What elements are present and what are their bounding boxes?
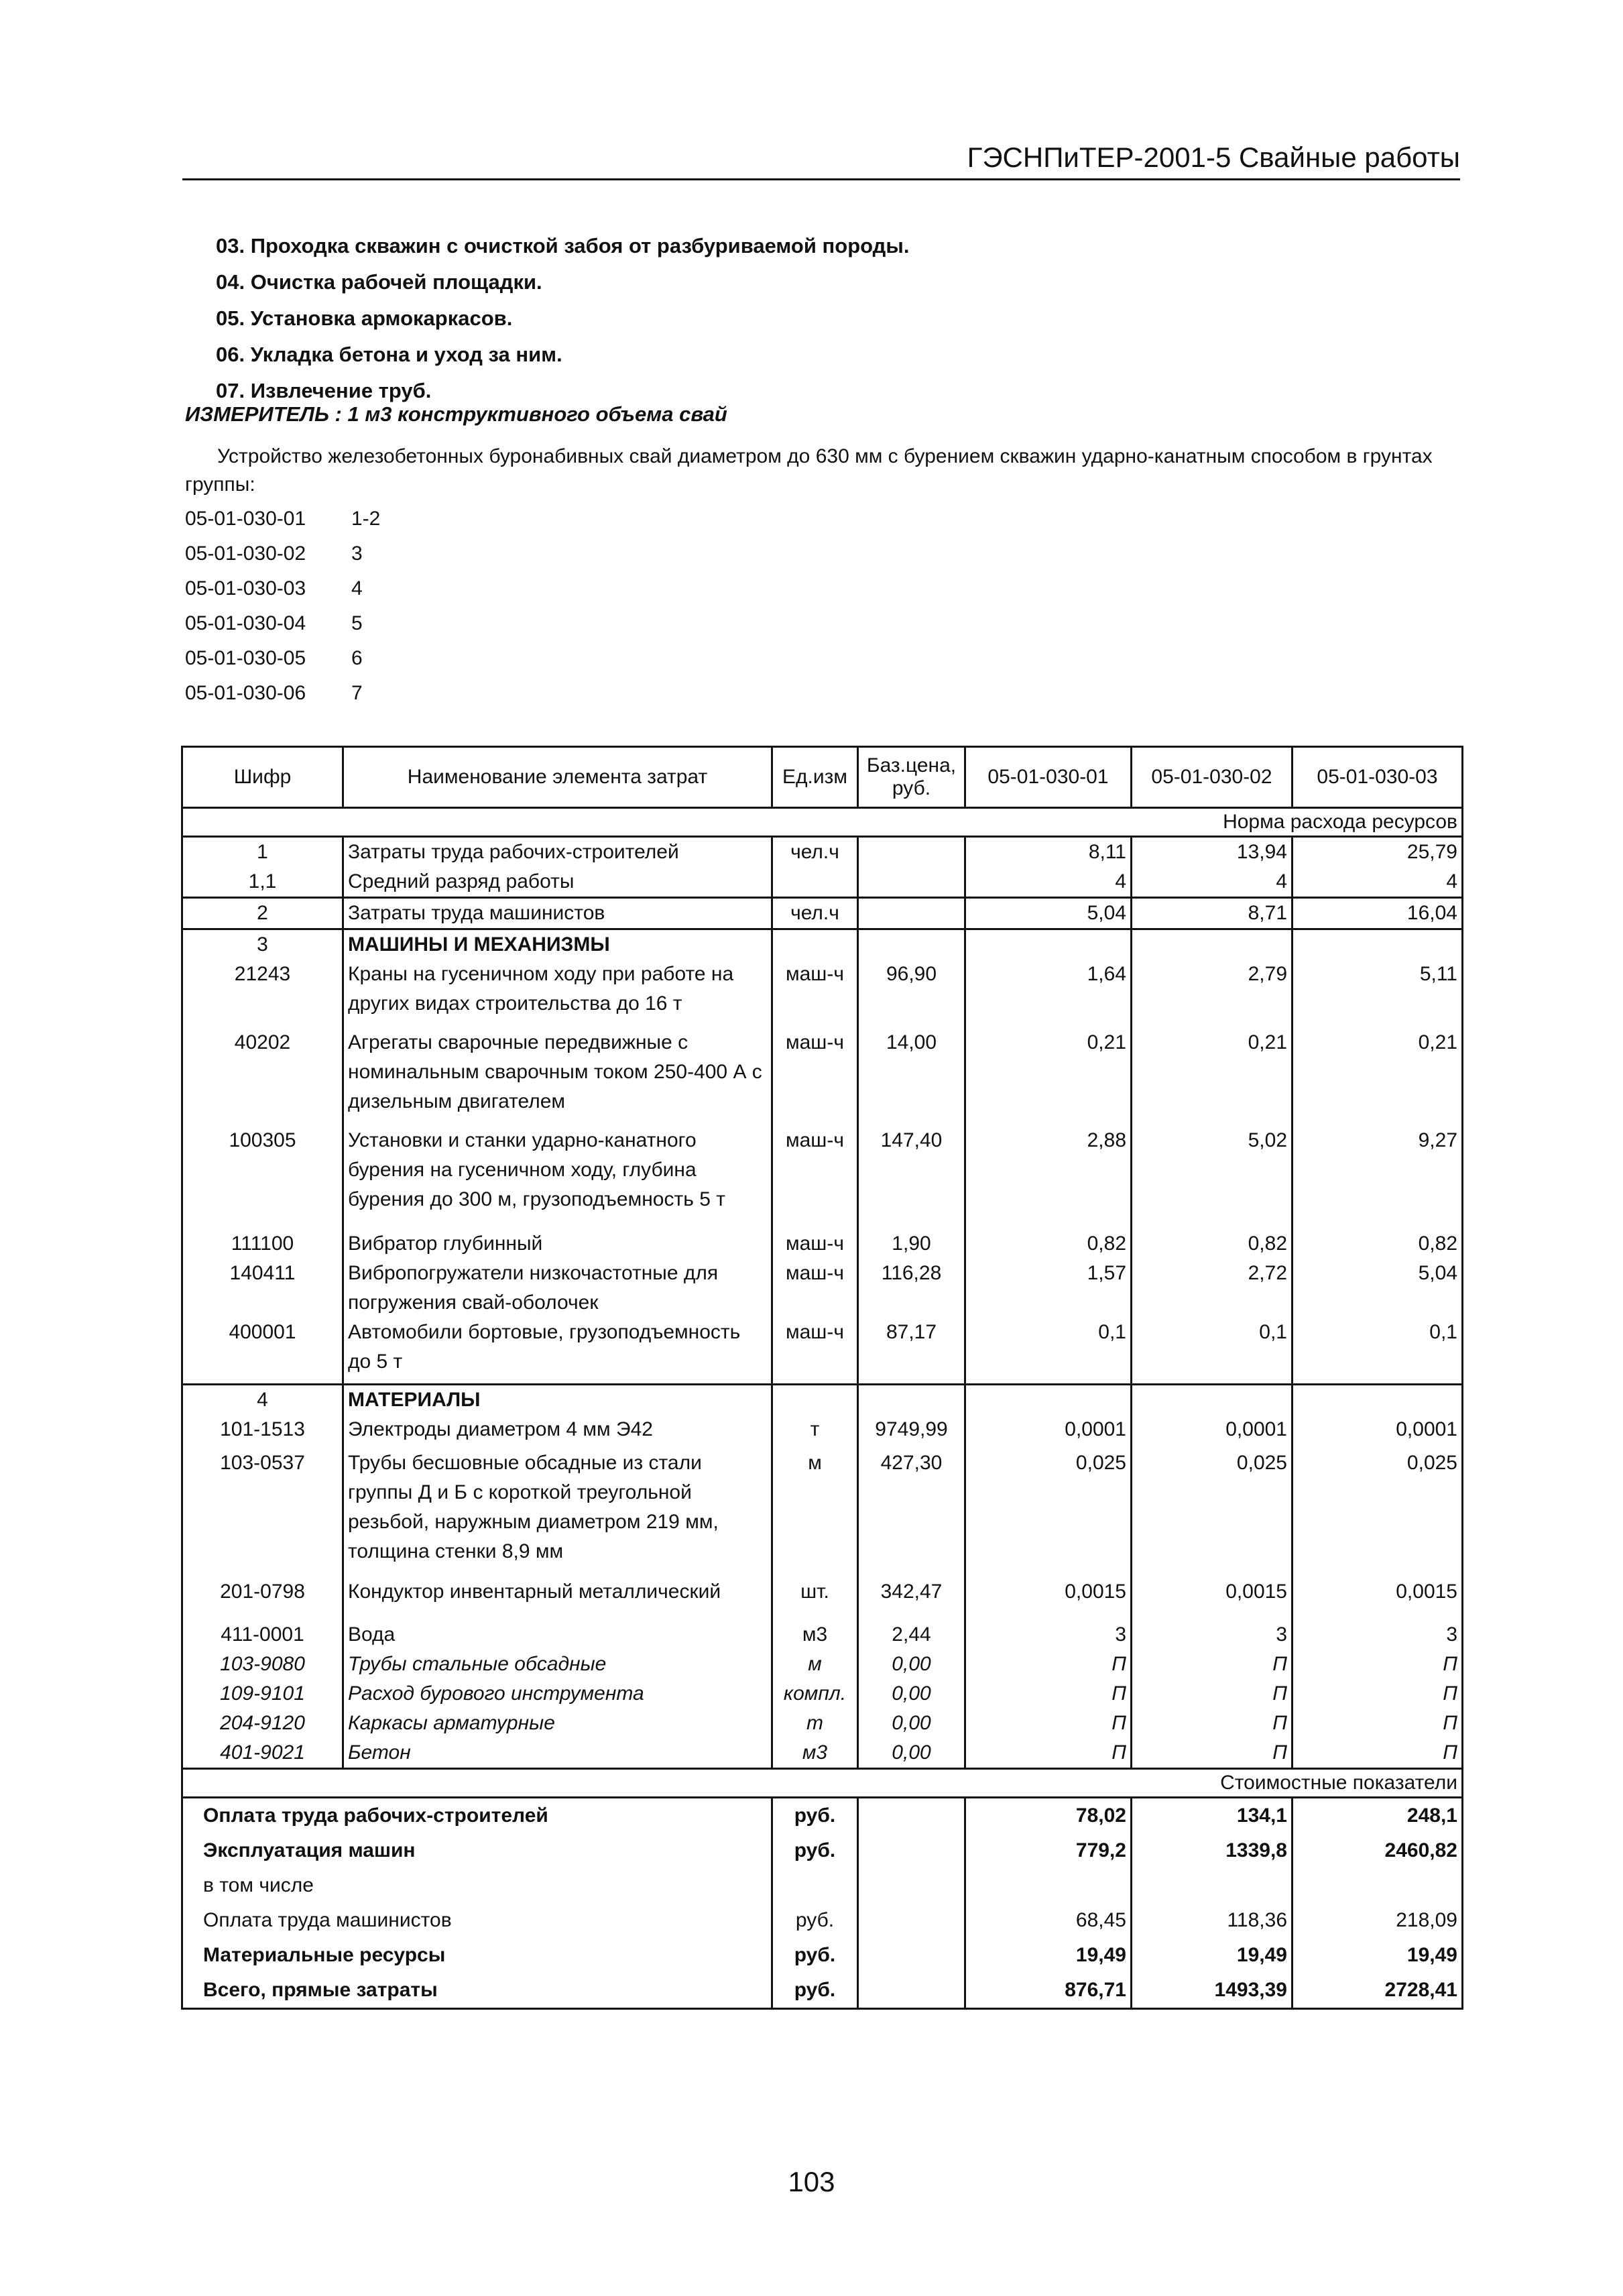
- row-value-2: 5,02: [1132, 1126, 1293, 1229]
- cost-unit: руб.: [772, 1938, 858, 1973]
- row-value-2: 2,79: [1132, 960, 1293, 1028]
- cost-label: Оплата труда машинистов: [182, 1903, 772, 1938]
- row-value-1: 1,64: [965, 960, 1132, 1028]
- row-code: 100305: [182, 1126, 343, 1229]
- cost-label: Материальные ресурсы: [182, 1938, 772, 1973]
- row-price: [858, 898, 965, 929]
- row-value-2: 0,0015: [1132, 1577, 1293, 1620]
- cost-unit: руб.: [772, 1973, 858, 2009]
- table-row: [182, 1650, 1463, 1679]
- row-code: 111100: [182, 1229, 343, 1259]
- cost-row: [182, 1833, 1463, 1868]
- cost-label: Оплата труда рабочих-строителей: [182, 1798, 772, 1834]
- table-row: [182, 960, 1463, 1028]
- row-code: 1: [182, 837, 343, 868]
- cost-value-2: 118,36: [1132, 1903, 1293, 1938]
- header-name: Наименование элемента затрат: [343, 747, 772, 808]
- description: Устройство железобетонных буронабивных свай диаметром до 630 мм с бурением скважин ударно-канатным способом в грунтах группы:: [185, 445, 1433, 496]
- row-value-2: 0,21: [1132, 1028, 1293, 1126]
- row-value-3: П: [1293, 1679, 1463, 1709]
- row-value-3: П: [1293, 1738, 1463, 1769]
- row-unit: [772, 867, 858, 898]
- row-unit: маш-ч: [772, 1126, 858, 1229]
- row-code: 21243: [182, 960, 343, 1028]
- table-row: [182, 1229, 1463, 1259]
- cost-value-2: 19,49: [1132, 1938, 1293, 1973]
- cost-value-3: 2728,41: [1293, 1973, 1463, 2009]
- code: 05-01-030-03: [185, 577, 306, 599]
- cost-value-2: 1339,8: [1132, 1833, 1293, 1868]
- table-row: [182, 1415, 1463, 1448]
- row-unit: маш-ч: [772, 1318, 858, 1385]
- row-value-3: 4: [1293, 867, 1463, 898]
- cost-value-1: 876,71: [965, 1973, 1132, 2009]
- operation-item: 04. Очистка рабочей площадки.: [216, 270, 542, 294]
- row-unit: маш-ч: [772, 1229, 858, 1259]
- row-name: Средний разряд работы: [343, 867, 772, 898]
- row-value-1: 2,88: [965, 1126, 1132, 1229]
- row-value-3: 5,04: [1293, 1259, 1463, 1318]
- soil-group: 3: [351, 542, 363, 565]
- row-value-1: 8,11: [965, 837, 1132, 868]
- row-name: Электроды диаметром 4 мм Э42: [343, 1415, 772, 1448]
- row-value-1: 1,57: [965, 1259, 1132, 1318]
- row-value-2: [1132, 1385, 1293, 1416]
- cost-value-1: [965, 1868, 1132, 1903]
- row-value-3: 5,11: [1293, 960, 1463, 1028]
- resource-table: [181, 746, 1463, 2010]
- row-name: Трубы бесшовные обсадные из стали группы Д и Б с короткой треугольной резьбой, наружным диаметром 219 мм, толщина стенки 8,9 мм: [343, 1448, 772, 1577]
- row-code: 3: [182, 929, 343, 960]
- row-unit: м: [772, 1448, 858, 1577]
- cost-label: Эксплуатация машин: [182, 1833, 772, 1868]
- running-header: ГЭСНПиТЕР-2001-5 Свайные работы: [182, 137, 1460, 180]
- row-code: 103-0537: [182, 1448, 343, 1577]
- code: 05-01-030-05: [185, 647, 306, 669]
- table-row: [182, 1577, 1463, 1620]
- row-value-2: П: [1132, 1709, 1293, 1738]
- table-row: [182, 1620, 1463, 1650]
- row-value-2: П: [1132, 1679, 1293, 1709]
- row-name: Затраты труда рабочих-строителей: [343, 837, 772, 868]
- row-price: [858, 1385, 965, 1416]
- cost-price-empty: [858, 1798, 965, 1834]
- row-value-2: 0,025: [1132, 1448, 1293, 1577]
- row-name: Краны на гусеничном ходу при работе на других видах строительства до 16 т: [343, 960, 772, 1028]
- table-row: [182, 1028, 1463, 1126]
- row-name: МАШИНЫ И МЕХАНИЗМЫ: [343, 929, 772, 960]
- row-code: 411-0001: [182, 1620, 343, 1650]
- row-value-2: 13,94: [1132, 837, 1293, 868]
- row-value-1: 0,0015: [965, 1577, 1132, 1620]
- cost-unit: руб.: [772, 1798, 858, 1834]
- header-price: Баз.цена, руб.: [858, 747, 965, 808]
- row-unit: м3: [772, 1738, 858, 1769]
- row-unit: м: [772, 1650, 858, 1679]
- row-name: Затраты труда машинистов: [343, 898, 772, 929]
- row-code: 1,1: [182, 867, 343, 898]
- cost-value-3: [1293, 1868, 1463, 1903]
- row-price: 0,00: [858, 1738, 965, 1769]
- code-list: [185, 502, 380, 711]
- page-number: 103: [788, 2166, 835, 2197]
- table-row: [182, 1448, 1463, 1577]
- row-price: 96,90: [858, 960, 965, 1028]
- cost-value-2: [1132, 1868, 1293, 1903]
- row-code: 4: [182, 1385, 343, 1416]
- cost-price-empty: [858, 1938, 965, 1973]
- cost-value-3: 248,1: [1293, 1798, 1463, 1834]
- row-value-3: 0,0001: [1293, 1415, 1463, 1448]
- row-unit: маш-ч: [772, 1028, 858, 1126]
- code-row: [185, 606, 380, 641]
- row-value-2: 2,72: [1132, 1259, 1293, 1318]
- code: 05-01-030-06: [185, 682, 306, 704]
- row-value-2: 8,71: [1132, 898, 1293, 929]
- table-row: [182, 1318, 1463, 1385]
- row-value-3: 3: [1293, 1620, 1463, 1650]
- row-name: Автомобили бортовые, грузоподъемность до 5 т: [343, 1318, 772, 1385]
- row-value-2: 0,0001: [1132, 1415, 1293, 1448]
- soil-group: 1-2: [351, 508, 381, 530]
- code-row: [185, 502, 380, 536]
- soil-group: 5: [351, 612, 363, 634]
- row-value-3: [1293, 929, 1463, 960]
- table-row: [182, 1385, 1463, 1416]
- cost-label: в том числе: [182, 1868, 772, 1903]
- row-value-1: П: [965, 1650, 1132, 1679]
- row-price: 1,90: [858, 1229, 965, 1259]
- table-row: [182, 867, 1463, 898]
- cost-banner: Стоимостные показатели: [182, 1769, 1463, 1798]
- row-value-3: П: [1293, 1650, 1463, 1679]
- row-unit: чел.ч: [772, 837, 858, 868]
- row-value-2: 0,1: [1132, 1318, 1293, 1385]
- row-name: Вода: [343, 1620, 772, 1650]
- row-price: [858, 837, 965, 868]
- cost-price-empty: [858, 1973, 965, 2009]
- row-value-1: 3: [965, 1620, 1132, 1650]
- row-code: 401-9021: [182, 1738, 343, 1769]
- row-name: Вибропогружатели низкочастотные для погружения свай-оболочек: [343, 1259, 772, 1318]
- row-price: 116,28: [858, 1259, 965, 1318]
- row-value-1: П: [965, 1738, 1132, 1769]
- row-price: [858, 867, 965, 898]
- measure-unit: ИЗМЕРИТЕЛЬ : 1 м3 конструктивного объема свай: [185, 402, 727, 426]
- row-name: Агрегаты сварочные передвижные с номинальным сварочным током 250-400 А с дизельным двигателем: [343, 1028, 772, 1126]
- row-unit: маш-ч: [772, 960, 858, 1028]
- operation-item: 06. Укладка бетона и уход за ним.: [216, 343, 562, 366]
- row-code: 103-9080: [182, 1650, 343, 1679]
- cost-value-1: 78,02: [965, 1798, 1132, 1834]
- row-name: Установки и станки ударно-канатного бурения на гусеничном ходу, глубина бурения до 300 м, грузоподъемность 5 т: [343, 1126, 772, 1229]
- row-unit: маш-ч: [772, 1259, 858, 1318]
- row-value-3: 16,04: [1293, 898, 1463, 929]
- row-code: 140411: [182, 1259, 343, 1318]
- row-code: 204-9120: [182, 1709, 343, 1738]
- row-unit: шт.: [772, 1577, 858, 1620]
- cost-value-2: 134,1: [1132, 1798, 1293, 1834]
- row-value-3: 0,82: [1293, 1229, 1463, 1259]
- table-row: [182, 1709, 1463, 1738]
- row-unit: м3: [772, 1620, 858, 1650]
- code: 05-01-030-01: [185, 508, 306, 530]
- row-name: Трубы стальные обсадные: [343, 1650, 772, 1679]
- cost-value-3: 218,09: [1293, 1903, 1463, 1938]
- cost-value-2: 1493,39: [1132, 1973, 1293, 2009]
- row-code: 2: [182, 898, 343, 929]
- code-row: [185, 676, 380, 711]
- row-value-3: 0,21: [1293, 1028, 1463, 1126]
- row-price: 342,47: [858, 1577, 965, 1620]
- row-unit: чел.ч: [772, 898, 858, 929]
- row-value-2: 3: [1132, 1620, 1293, 1650]
- row-value-2: П: [1132, 1650, 1293, 1679]
- table-row: [182, 1679, 1463, 1709]
- row-price: 87,17: [858, 1318, 965, 1385]
- row-unit: [772, 929, 858, 960]
- soil-group: 4: [351, 577, 363, 599]
- norm-banner: Норма расхода ресурсов: [182, 808, 1463, 837]
- row-code: 40202: [182, 1028, 343, 1126]
- row-value-3: 25,79: [1293, 837, 1463, 868]
- cost-row: [182, 1938, 1463, 1973]
- table-row: [182, 898, 1463, 929]
- row-price: 2,44: [858, 1620, 965, 1650]
- row-price: 0,00: [858, 1650, 965, 1679]
- row-value-1: 0,21: [965, 1028, 1132, 1126]
- row-value-2: [1132, 929, 1293, 960]
- row-unit: компл.: [772, 1679, 858, 1709]
- cost-value-1: 779,2: [965, 1833, 1132, 1868]
- row-price: 427,30: [858, 1448, 965, 1577]
- row-price: [858, 929, 965, 960]
- table-row: [182, 1738, 1463, 1769]
- cost-unit: [772, 1868, 858, 1903]
- row-value-3: 0,0015: [1293, 1577, 1463, 1620]
- row-value-1: 0,0001: [965, 1415, 1132, 1448]
- row-unit: [772, 1385, 858, 1416]
- row-value-1: [965, 929, 1132, 960]
- row-value-3: 9,27: [1293, 1126, 1463, 1229]
- row-code: 101-1513: [182, 1415, 343, 1448]
- row-value-1: 0,1: [965, 1318, 1132, 1385]
- row-name: Вибратор глубинный: [343, 1229, 772, 1259]
- table-row: [182, 837, 1463, 868]
- operation-item: 07. Извлечение труб.: [216, 379, 432, 402]
- cost-value-1: 19,49: [965, 1938, 1132, 1973]
- row-code: 201-0798: [182, 1577, 343, 1620]
- row-price: 14,00: [858, 1028, 965, 1126]
- row-price: 0,00: [858, 1709, 965, 1738]
- table-row: [182, 1126, 1463, 1229]
- cost-price-empty: [858, 1903, 965, 1938]
- code-row: [185, 571, 380, 606]
- row-value-1: П: [965, 1679, 1132, 1709]
- table-row: [182, 1259, 1463, 1318]
- row-price: 9749,99: [858, 1415, 965, 1448]
- row-value-2: 4: [1132, 867, 1293, 898]
- operations-list: [216, 228, 909, 409]
- row-value-2: П: [1132, 1738, 1293, 1769]
- row-unit: т: [772, 1415, 858, 1448]
- row-value-2: 0,82: [1132, 1229, 1293, 1259]
- code-row: [185, 641, 380, 676]
- header-col-1: 05-01-030-01: [965, 747, 1132, 808]
- soil-group: 6: [351, 647, 363, 669]
- cost-value-3: 2460,82: [1293, 1833, 1463, 1868]
- table-row: [182, 929, 1463, 960]
- cost-value-1: 68,45: [965, 1903, 1132, 1938]
- cost-row: [182, 1798, 1463, 1834]
- cost-unit: руб.: [772, 1903, 858, 1938]
- header-col-2: 05-01-030-02: [1132, 747, 1293, 808]
- cost-value-3: 19,49: [1293, 1938, 1463, 1973]
- operation-item: 03. Проходка скважин с очисткой забоя от разбуриваемой породы.: [216, 234, 910, 257]
- cost-row: [182, 1973, 1463, 2009]
- cost-price-empty: [858, 1833, 965, 1868]
- cost-unit: руб.: [772, 1833, 858, 1868]
- code-row: [185, 536, 380, 571]
- code: 05-01-030-04: [185, 612, 306, 634]
- cost-row: [182, 1868, 1463, 1903]
- code: 05-01-030-02: [185, 542, 306, 565]
- row-code: 109-9101: [182, 1679, 343, 1709]
- cost-row: [182, 1903, 1463, 1938]
- header-unit: Ед.изм: [772, 747, 858, 808]
- operation-item: 05. Установка армокаркасов.: [216, 306, 513, 330]
- row-name: Каркасы арматурные: [343, 1709, 772, 1738]
- row-value-3: 0,1: [1293, 1318, 1463, 1385]
- header-col-3: 05-01-030-03: [1293, 747, 1463, 808]
- row-name: МАТЕРИАЛЫ: [343, 1385, 772, 1416]
- row-price: 147,40: [858, 1126, 965, 1229]
- row-price: 0,00: [858, 1679, 965, 1709]
- row-value-3: [1293, 1385, 1463, 1416]
- row-name: Кондуктор инвентарный металлический: [343, 1577, 772, 1620]
- row-value-1: 0,82: [965, 1229, 1132, 1259]
- row-name: Расход бурового инструмента: [343, 1679, 772, 1709]
- row-value-1: [965, 1385, 1132, 1416]
- header-code: Шифр: [182, 747, 343, 808]
- row-value-3: П: [1293, 1709, 1463, 1738]
- row-code: 400001: [182, 1318, 343, 1385]
- cost-label: Всего, прямые затраты: [182, 1973, 772, 2009]
- row-value-1: 5,04: [965, 898, 1132, 929]
- cost-price-empty: [858, 1868, 965, 1903]
- soil-group: 7: [351, 682, 363, 704]
- row-value-1: П: [965, 1709, 1132, 1738]
- row-value-1: 4: [965, 867, 1132, 898]
- row-name: Бетон: [343, 1738, 772, 1769]
- row-value-3: 0,025: [1293, 1448, 1463, 1577]
- row-unit: т: [772, 1709, 858, 1738]
- row-value-1: 0,025: [965, 1448, 1132, 1577]
